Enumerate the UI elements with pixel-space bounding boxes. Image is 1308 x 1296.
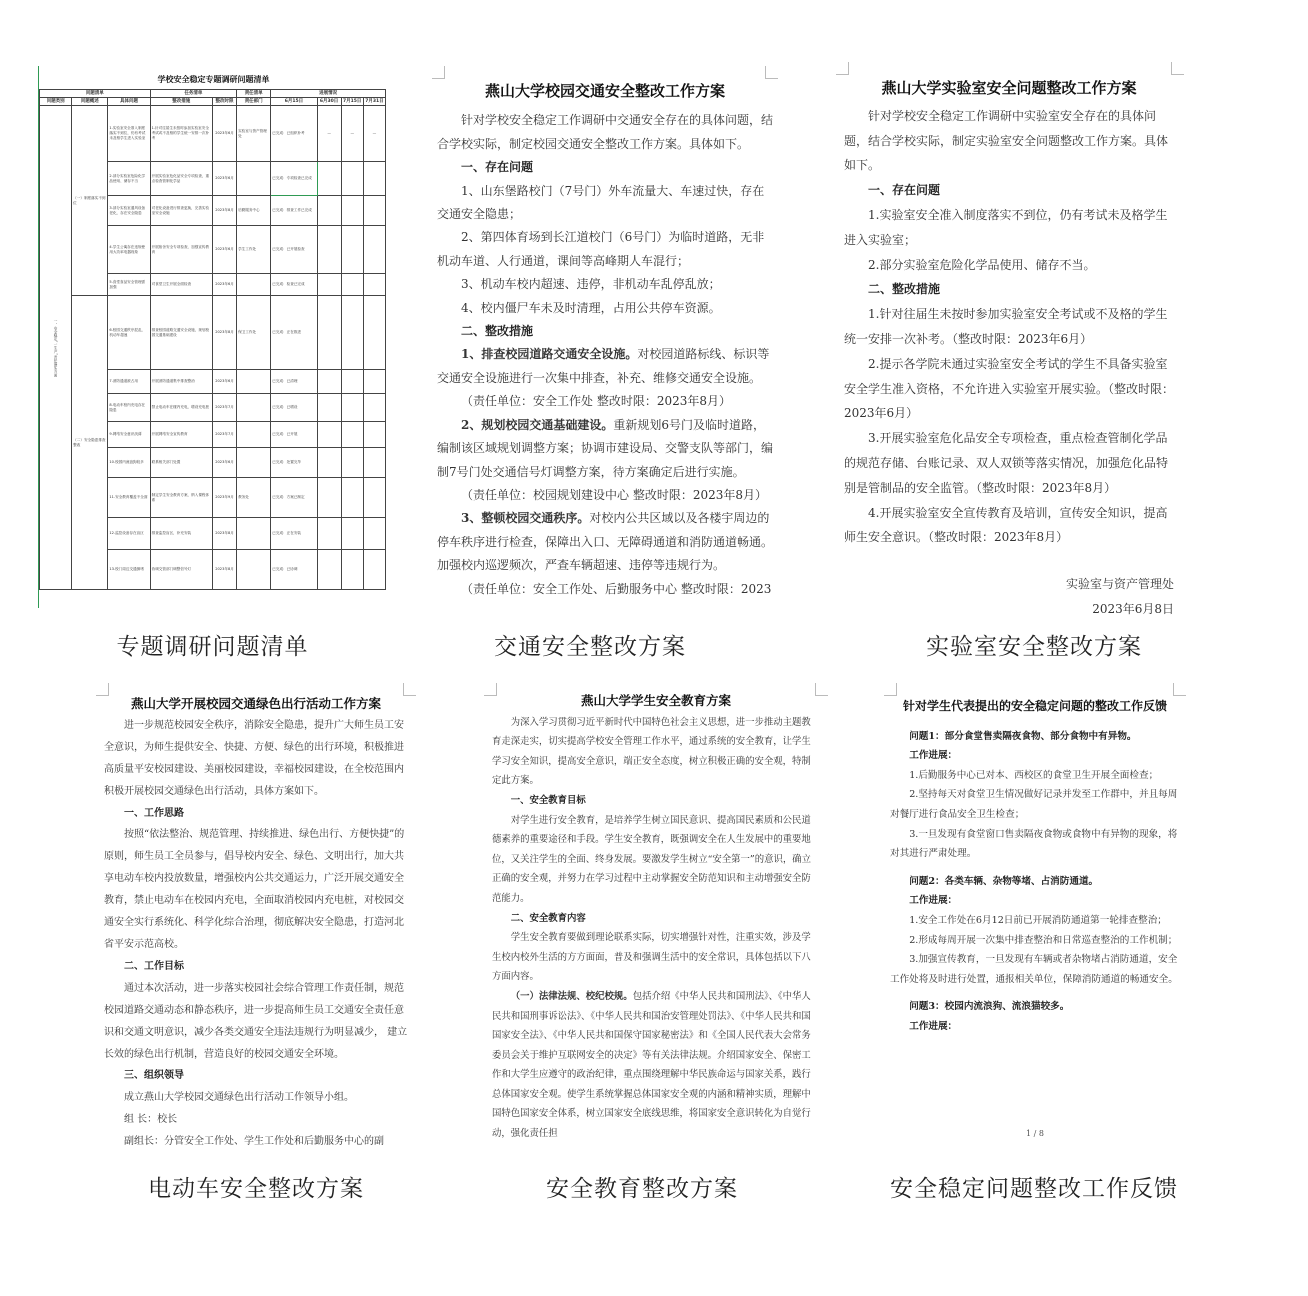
dept-cell [237, 162, 271, 196]
ebike-h3: 三、组织领导 [124, 1070, 184, 1082]
traffic-r1: （责任单位：安全工作处 整改时限：2023年8月） [461, 394, 731, 409]
progress-date-cell [317, 518, 341, 550]
problem-cell: 1.实验室安全准入制度落实不到位，仍有考试未及格学生进入实验室 [108, 106, 150, 162]
progress-date-cell [341, 162, 363, 196]
problem-list-spreadsheet [38, 66, 388, 608]
traffic-item: 3、机动车校内超速、违停，非机动车乱停乱放； [461, 277, 721, 292]
traffic-m2-head: 2、规划校园交通基础建设。 [461, 417, 614, 432]
progress-cell: 已完成：正在安装 [271, 518, 317, 550]
ebike-p5: 副组长：分管安全工作处、学生工作处和后勤服务中心的副 [124, 1136, 384, 1148]
deadline-cell: 2023年7月 [212, 422, 236, 448]
edu-intro: 为深入学习贯彻习近平新时代中国特色社会主义思想，进一步推动主题教育走深走实，切实提高学校安全管理工作水平，通过系统的安全教育，让学生学习安全知识，提高安全意识，端正安全态度，树立积极正确的安全观，特制定此方案。 [492, 716, 811, 787]
measure-cell: 联系相关部门处置 [150, 448, 212, 478]
dept-cell [237, 550, 271, 590]
edu-p3: 包括介绍《中华人民共和国刑法》、《中华人民共和国刑事诉讼法》、《中华人民共和国治安管理处罚法》、《中华人民共和国国家安全法》、《中华人民共和国保守国家秘密法》和《全国人民代表大会常务委员会关于维护互联网安全的决定》等有关法律法规。介绍国家安全、保密工作和大学生应遵守的政治纪律，重点围绕理解中华民族命运与国家关系，践行总体国家安全观。使学生系统掌握总体国家安全观的内涵和精神实质，理解中国特色国家安全体系，树立国家安全底线思维，将国家安全意识转化为自觉行动，强化责任担 [492, 990, 811, 1140]
dept-cell: 保卫工作处 [237, 296, 271, 370]
dept-cell [237, 422, 271, 448]
problem-cell: 6.校园交通秩序混乱，机动车超速 [108, 296, 150, 370]
progress-date-cell [317, 550, 341, 590]
measure-cell: 排查校园道路交通安全设施，规划校园交通基础建设 [150, 296, 212, 370]
column-header: 6月15日 [271, 98, 317, 106]
caption-lab: 实验室安全整改方案 [926, 634, 1142, 660]
progress-date-cell: — [317, 106, 341, 162]
progress-cell: 已完成：已开展检查 [271, 226, 317, 274]
lab-h2: 二、整改措施 [868, 282, 941, 297]
ebike-plan-page [96, 683, 416, 1150]
lab-signature: 实验室与资产管理处 [1065, 577, 1174, 592]
progress-cell: 已完成：已协调 [271, 550, 317, 590]
progress-date-cell [341, 478, 363, 518]
lab-plan-page [836, 62, 1184, 616]
progress-date-cell [363, 296, 385, 370]
deadline-cell: 2023年6月 [212, 162, 236, 196]
column-header: 整改措施 [150, 98, 212, 106]
progress-date-cell [341, 550, 363, 590]
progress-cell: 已完成：方案已制定 [271, 478, 317, 518]
lab-measure: 3.开展实验室危化品安全专项检查，重点检查管制化学品的规范存储、台账记录、双人双锁等落实情况，加强危化品特别是管制品的安全监管。（整改时限：2023年8月） [844, 431, 1169, 495]
edu-h1: 一、安全教育目标 [510, 794, 586, 806]
dept-cell: 后勤服务中心 [237, 196, 271, 226]
caption-problem-list: 专题调研问题清单 [116, 634, 309, 660]
traffic-item: 2、第四体育场到长江道校门（6号门）为临时道路，无非机动车道、人行通道，课间等高峰期人车混行； [437, 230, 765, 268]
progress-date-cell [363, 162, 385, 196]
progress-date-cell [363, 370, 385, 394]
progress-cell: 已完成：已开展 [271, 422, 317, 448]
progress-date-cell [341, 226, 363, 274]
edu-p3-head: （一）法律法规、校纪校规。 [510, 990, 633, 1002]
progress-date-cell [363, 274, 385, 296]
traffic-r3: （责任单位：安全工作处、后勤服务中心 整改时限：2023 [461, 581, 772, 596]
traffic-m1: 对校园道路标线、标识等交通安全设施进行一次集中排查，补充、维修交通安全设施。 [437, 347, 770, 385]
progress-date-cell [341, 448, 363, 478]
progress-date-cell: — [341, 106, 363, 162]
deadline-cell: 2023年8月 [212, 196, 236, 226]
lab-h1: 一、存在问题 [868, 183, 941, 198]
dept-cell: 实验室与资产管理处 [237, 106, 271, 162]
caption-traffic: 交通安全整改方案 [494, 634, 686, 660]
problem-cell: 10.校园内流浪狗较多 [108, 448, 150, 478]
progress-date-cell [317, 296, 341, 370]
feedback-title: 针对学生代表提出的安全稳定问题的整改工作反馈 [902, 699, 1167, 713]
problem-cell: 12.监控设备存在盲区 [108, 518, 150, 550]
education-plan-page [484, 683, 828, 1150]
traffic-intro: 针对学校安全稳定工作调研中交通安全存在的具体问题，结合学校实际，制定校园交通安全整改工作方案。具体如下。 [437, 113, 774, 151]
dept-cell [237, 518, 271, 550]
feedback-q1: 问题1：部分食堂售卖隔夜食物、部分食物中有异物。 [909, 730, 1137, 742]
progress-cell: 已完成：排查工作已完成 [271, 196, 317, 226]
feedback-item: 1.安全工作处在6月12日前已开展消防通道第一轮排查整治； [909, 914, 1167, 926]
deadline-cell: 2023年6月 [212, 370, 236, 394]
progress-date-cell [341, 370, 363, 394]
progress-date-cell [341, 518, 363, 550]
measure-cell: 开展宿舍安全专项检查，加强宣传教育 [150, 226, 212, 274]
feedback-page [884, 683, 1186, 1150]
progress-date-cell [341, 196, 363, 226]
progress-date-cell [317, 196, 341, 226]
ebike-p4: 组 长：校长 [124, 1114, 178, 1126]
traffic-plan-page [432, 66, 778, 594]
lab-measure: 1.针对往届生未按时参加实验室安全考试或不及格的学生统一安排一次补考。（整改时限：2023年6月） [844, 307, 1168, 346]
lab-intro: 针对学校安全稳定工作调研中实验室安全存在的具体问题，结合学校实际，制定实验室安全问题整改工作方案。具体如下。 [844, 108, 1169, 173]
column-header: 6月30日 [317, 98, 341, 106]
column-header: 责任部门 [237, 98, 271, 106]
progress-date-cell [363, 196, 385, 226]
caption-ebike: 电动车安全整改方案 [148, 1176, 364, 1202]
deadline-cell: 2023年6月 [212, 448, 236, 478]
measure-cell: 制定学生安全教育方案，纳入课程体系 [150, 478, 212, 518]
caption-education: 安全教育整改方案 [546, 1176, 738, 1202]
progress-date-cell [317, 226, 341, 274]
side-category-label: 一、安全稳定“一生产”责任落实方面 [40, 106, 72, 590]
deadline-cell: 2023年9月 [212, 478, 236, 518]
ebike-intro: 进一步规范校园安全秩序，消除安全隐患，提升广大师生员工安全意识，为师生提供安全、快捷、方便、绿色的出行环境，积极推进高质量平安校园建设、美丽校园建设，幸福校园建设，在全校范围内积极开展校园交通绿色出行活动，具体方案如下。 [104, 719, 404, 797]
traffic-m3: 对校内公共区域以及各楼宇周边的停车秩序进行检查，保障出入口、无障碍通道和消防通道畅通。加强校内巡逻频次，严查车辆超速、违停等违规行为。 [437, 511, 774, 573]
category-cell: （一）制度落实不到位 [72, 106, 108, 296]
ebike-title: 燕山大学开展校园交通绿色出行活动工作方案 [130, 696, 381, 711]
lab-item: 1.实验室安全准入制度落实不到位，仍有考试未及格学生进入实验室； [844, 207, 1168, 247]
measure-cell: 开展实验室危化品安全专项检查，重点检查管制化学品 [150, 162, 212, 196]
measure-cell: 1.针对往届生未按时参加实验室安全考试或不及格的学生统一安排一次补考 [150, 106, 212, 162]
column-header: 问题类别 [40, 98, 72, 106]
progress-cell: 已完成：已清理 [271, 370, 317, 394]
progress-date-cell [363, 394, 385, 422]
traffic-item: 4、校内僵尸车未及时清理，占用公共停车资源。 [461, 300, 721, 315]
progress-date-cell [317, 422, 341, 448]
feedback-item: 2.形成每周开展一次集中排查整治和日常巡查整治的工作机制； [909, 934, 1178, 946]
deadline-cell: 2023年6月 [212, 274, 236, 296]
problem-cell: 5.食堂食品安全管理需加强 [108, 274, 150, 296]
column-header: 具体问题 [108, 98, 150, 106]
progress-date-cell [341, 394, 363, 422]
traffic-m1-head: 1、排查校园道路交通安全设施。 [461, 347, 638, 362]
dept-cell [237, 394, 271, 422]
feedback-q2: 问题2：各类车辆、杂物等堵、占消防通道。 [909, 875, 1099, 887]
problem-cell: 9.网络安全意识淡薄 [108, 422, 150, 448]
caption-feedback: 安全稳定问题整改工作反馈 [890, 1176, 1178, 1202]
progress-cell: 已完成：已增设 [271, 394, 317, 422]
lab-measure: 2.提示各学院未通过实验室安全考试的学生不具备实验室安全学生准入资格，不允许进入实验室开展实验。（整改时限：2023年6月） [844, 356, 1175, 421]
problem-cell: 7.消防通道被占用 [108, 370, 150, 394]
feedback-item: 2.坚持每天对食堂卫生情况做好记录并发至工作群中，并且每周对餐厅进行食品安全卫生检查； [890, 789, 1178, 820]
problem-cell: 3.部分实验室通风设备老化，存在安全隐患 [108, 196, 150, 226]
progress-date-cell [317, 448, 341, 478]
progress-date-cell [341, 296, 363, 370]
progress-date-cell [341, 274, 363, 296]
group-header: 责任清单 [237, 90, 271, 98]
group-header: 进展情况 [271, 90, 386, 98]
traffic-item: 1、山东堡路校门（7号门）外车流量大、车速过快，存在交通安全隐患； [437, 183, 765, 222]
feedback-item: 1.后勤服务中心已对本、西校区的食堂卫生开展全面检查； [909, 769, 1159, 781]
edu-p1: 对学生进行安全教育，是培养学生树立国民意识、提高国民素质和公民道德素养的重要途径和手段。学生安全教育，既强调安全在人生发展中的重要地位，又关注学生的全面、终身发展。要激发学生树立“安全第一”的意识，确立正确的安全观，并努力在学习过程中主动掌握安全防范知识和主动增强安全防范能力。 [492, 814, 811, 904]
measure-cell: 排查监控盲区，补充安装 [150, 518, 212, 550]
edu-title: 燕山大学学生安全教育方案 [580, 693, 731, 708]
progress-date-cell [317, 394, 341, 422]
progress-date-cell [363, 550, 385, 590]
progress-date-cell [363, 518, 385, 550]
feedback-progress-label: 工作进展： [909, 750, 958, 762]
progress-cell: 已完成：正在推进 [271, 296, 317, 370]
feedback-progress-label: 工作进展： [909, 895, 958, 907]
edu-p2: 学生安全教育要做到理论联系实际，切实增强针对性，注重实效，涉及学生校内校外生活的方方面面，普及和强调生活中的安全常识，具体包括以下八方面内容。 [492, 932, 811, 983]
progress-date-cell [341, 422, 363, 448]
dept-cell: 教务处 [237, 478, 271, 518]
dept-cell [237, 370, 271, 394]
traffic-title: 燕山大学校园交通安全整改工作方案 [484, 82, 725, 100]
ebike-h1: 一、工作思路 [124, 807, 184, 819]
measure-cell: 对食堂卫生开展全面检查 [150, 274, 212, 296]
ebike-p3: 成立燕山大学校园交通绿色出行活动工作领导小组。 [124, 1092, 354, 1104]
group-header: 问题清单 [40, 90, 151, 98]
lab-measure: 4.开展实验室安全宣传教育及培训，宣传安全知识，提高师生安全意识。（整改时限：2023年8月） [844, 505, 1168, 545]
column-header: 7月15日 [343, 99, 362, 104]
measure-cell: 禁止电动车在楼内充电，增设充电桩 [150, 394, 212, 422]
traffic-m3-head: 3、整顿校园交通秩序。 [461, 511, 590, 526]
progress-date-cell [363, 226, 385, 274]
progress-cell: 已完成：处置完毕 [271, 448, 317, 478]
feedback-progress-label: 工作进展： [909, 1020, 958, 1032]
ebike-p1: 按照“依法整治、规范管理、持续推进、绿色出行、方便快捷”的原则，师生员工全员参与，倡导校内安全、绿色、文明出行，加大共享电动车校内投放数量，增强校内公共交通运力，广泛开展交通安全教育，禁止电动车在校园内充电，全面取消校园内充电桩，对校园交通安全实行系统化、科学化综合治理，彻底解决安全隐患，打造河北省平安示范高校。 [104, 829, 405, 950]
measure-cell: 开展网络安全宣传教育 [150, 422, 212, 448]
dept-cell: 学生工作处 [237, 226, 271, 274]
lab-date: 2023年6月8日 [1092, 601, 1174, 616]
progress-date-cell [363, 422, 385, 448]
measure-cell: 开展消防通道集中排查整治 [150, 370, 212, 394]
traffic-r2: （责任单位：校园规划建设中心 整改时限：2023年8月） [461, 487, 767, 502]
lab-title: 燕山大学实验室安全问题整改工作方案 [881, 79, 1137, 97]
dept-cell [237, 448, 271, 478]
deadline-cell: 2023年8月 [212, 296, 236, 370]
problem-cell: 8.电动车校内充电存在隐患 [108, 394, 150, 422]
traffic-h1: 一、存在问题 [461, 160, 534, 175]
progress-date-cell [317, 478, 341, 518]
problem-table [39, 89, 386, 590]
page-number: 1 / 8 [1026, 1129, 1044, 1138]
feedback-item: 3.一旦发现有食堂窗口售卖隔夜食物或食物中有异物的现象，将对其进行严肃处理。 [890, 828, 1178, 860]
deadline-cell: 2023年7月 [212, 394, 236, 422]
table-row [40, 106, 386, 162]
deadline-cell: 2023年6月 [212, 106, 236, 162]
measure-cell: 对老化设备进行排查更换，完善实验室安全设施 [150, 196, 212, 226]
column-header: 问题概述 [72, 98, 108, 106]
table-row [40, 296, 386, 370]
problem-cell: 13.校门周边交通拥堵 [108, 550, 150, 590]
progress-date-cell [317, 274, 341, 296]
problem-cell: 11.安全教育覆盖不全面 [108, 478, 150, 518]
ebike-p2: 通过本次活动，进一步落实校园社会综合管理工作责任制，规范校园道路交通动态和静态秩序，进一步提高师生员工交通安全责任意识和交通文明意识，减少各类交通安全违法违规行为明显减少， 建立长效的绿色出行机制，营造良好的校园交通安全环境。 [104, 982, 408, 1060]
traffic-h2: 二、整改措施 [461, 324, 534, 339]
sheet-title: 学校安全稳定专题调研问题清单 [157, 75, 270, 84]
deadline-cell: 2023年8月 [212, 518, 236, 550]
progress-date-cell [363, 448, 385, 478]
progress-cell: 已完成：已组织补考 [271, 106, 317, 162]
progress-cell: 已完成：检查已完成 [271, 274, 317, 296]
ebike-h2: 二、工作目标 [124, 960, 184, 972]
edu-h2: 二、安全教育内容 [510, 912, 586, 924]
problem-cell: 4.学生公寓存在违规使用大功率电器现象 [108, 226, 150, 274]
deadline-cell: 2023年8月 [212, 550, 236, 590]
traffic-m2: 重新规划6号门及临时道路，编制该区域规划调整方案；协调市建设局、交警支队等部门，编制7号门处交通信号灯调整方案，待方案确定后进行实施。 [437, 417, 774, 479]
progress-date-cell [317, 162, 341, 196]
problem-cell: 2.部分实验室危险化学品使用、储存不当 [108, 162, 150, 196]
feedback-item: 3.加强宣传教育，一旦发现有车辆或者杂物堵占消防通道，安全工作处将及时进行处置，通报相关单位，保障消防通道的畅通安全。 [890, 954, 1178, 985]
progress-date-cell [317, 370, 341, 394]
progress-date-cell [363, 478, 385, 518]
measure-cell: 协调交管部门调整信号灯 [150, 550, 212, 590]
column-header: 7月31日 [365, 99, 384, 104]
deadline-cell: 2023年6月 [212, 226, 236, 274]
lab-item: 2.部分实验室危险化学品使用、储存不当。 [868, 257, 1096, 272]
dept-cell [237, 274, 271, 296]
progress-cell: 已完成：专项检查已完成 [271, 162, 317, 196]
category-cell: （二）安全隐患排查整改 [72, 296, 108, 590]
progress-date-cell: — [363, 106, 385, 162]
group-header: 任务清单 [150, 90, 236, 98]
column-header: 整改时限 [212, 98, 236, 106]
feedback-q3: 问题3：校园内流浪狗、流浪猫较多。 [909, 1001, 1070, 1013]
